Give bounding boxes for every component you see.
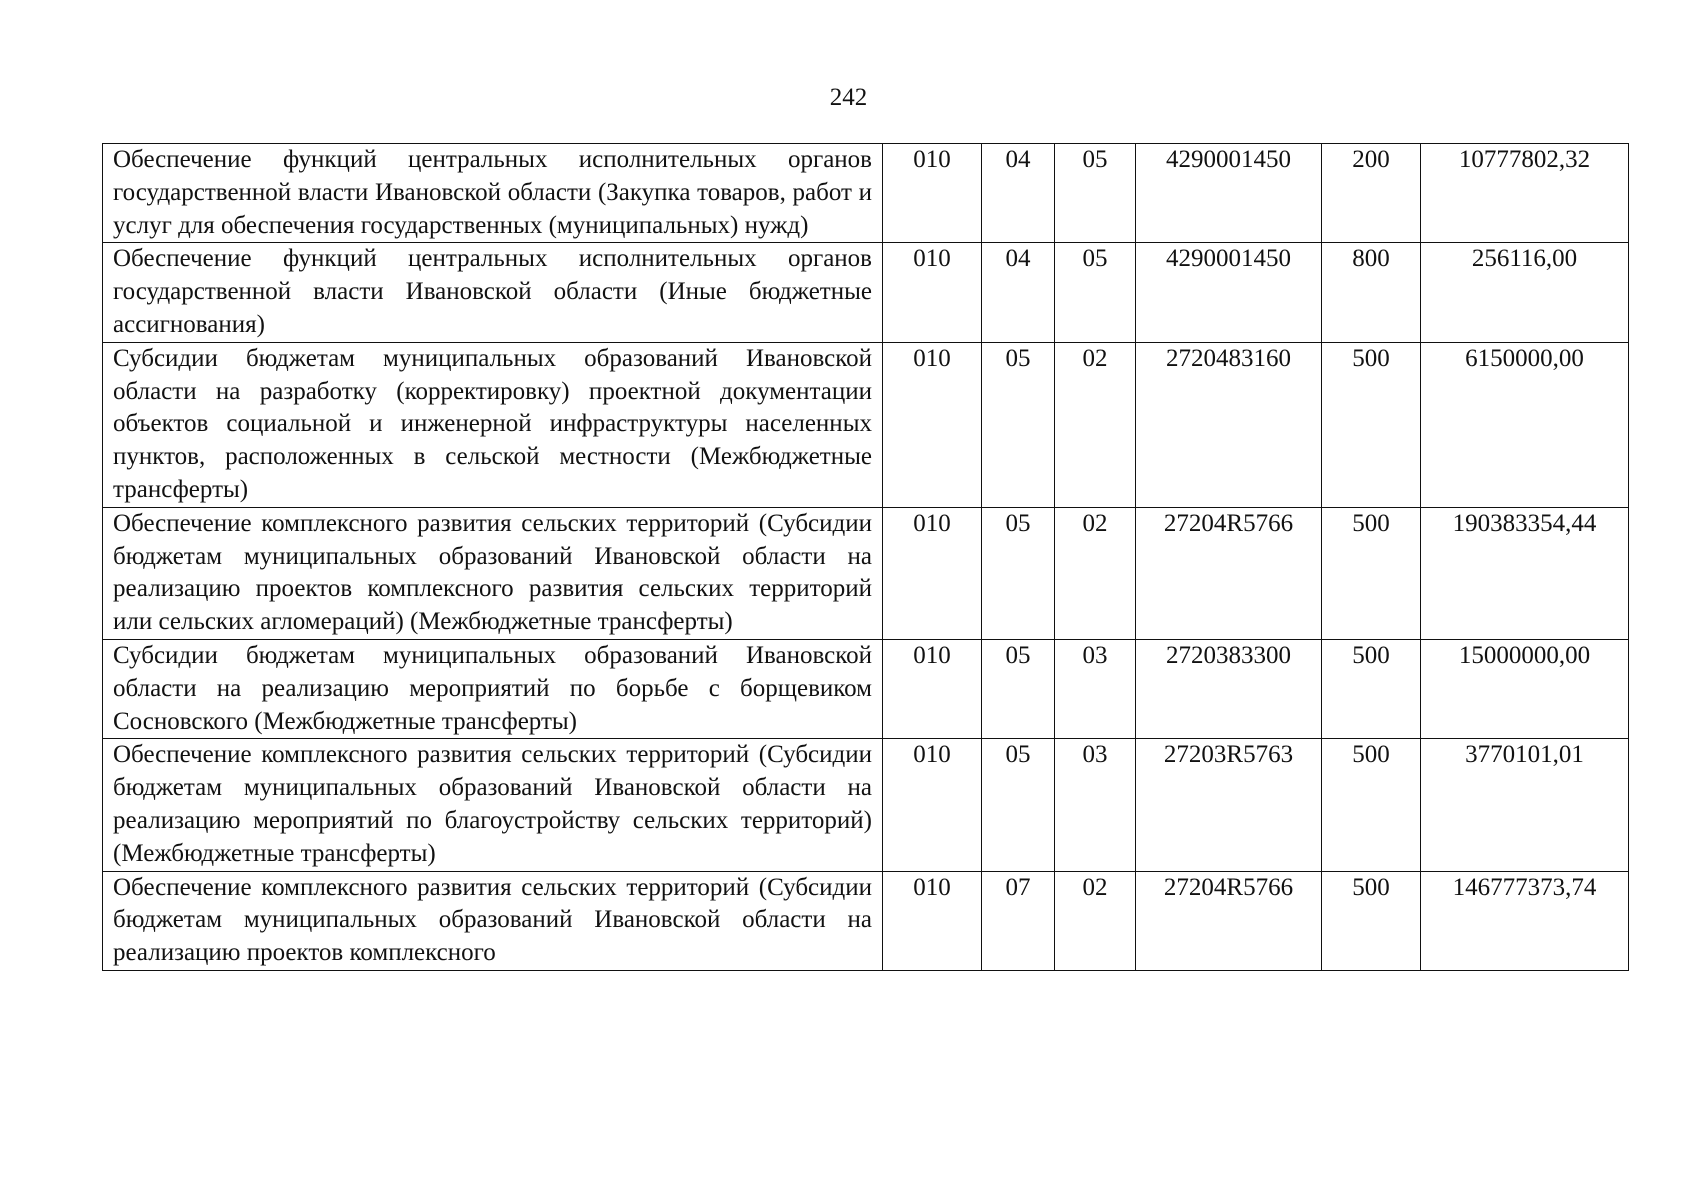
target-article-code: 27204R5766 [1136,507,1322,639]
target-article-code: 27204R5766 [1136,871,1322,970]
ministry-code: 010 [883,507,982,639]
expense-type-code: 500 [1322,739,1421,871]
section-code: 05 [982,739,1055,871]
table-row [103,342,1629,507]
section-code: 04 [982,243,1055,342]
amount-value: 146777373,74 [1421,871,1629,970]
table-row [103,507,1629,639]
target-article-code: 4290001450 [1136,243,1322,342]
subsection-code: 03 [1055,639,1136,738]
subsection-code: 03 [1055,739,1136,871]
expense-type-code: 500 [1322,507,1421,639]
table-row [103,739,1629,871]
amount-value: 256116,00 [1421,243,1629,342]
section-code: 05 [982,639,1055,738]
subsection-code: 05 [1055,144,1136,243]
expense-type-code: 500 [1322,639,1421,738]
ministry-code: 010 [883,144,982,243]
subsection-code: 02 [1055,507,1136,639]
row-description: Обеспечение комплексного развития сельских территорий (Субсидии бюджетам муниципальных образований Ивановской области на реализацию проектов комплексного [103,871,883,970]
budget-table [102,143,1629,971]
target-article-code: 2720383300 [1136,639,1322,738]
table-row [103,639,1629,738]
amount-value: 15000000,00 [1421,639,1629,738]
section-code: 07 [982,871,1055,970]
table-row [103,871,1629,970]
expense-type-code: 200 [1322,144,1421,243]
table-row [103,144,1629,243]
ministry-code: 010 [883,342,982,507]
ministry-code: 010 [883,639,982,738]
subsection-code: 05 [1055,243,1136,342]
subsection-code: 02 [1055,342,1136,507]
page-number: 242 [829,84,868,111]
target-article-code: 2720483160 [1136,342,1322,507]
amount-value: 190383354,44 [1421,507,1629,639]
amount-value: 10777802,32 [1421,144,1629,243]
target-article-code: 4290001450 [1136,144,1322,243]
row-description: Обеспечение комплексного развития сельских территорий (Субсидии бюджетам муниципальных образований Ивановской области на реализацию мероприятий по благоустройству сельских территорий) (Межбюджетные трансферты) [103,739,883,871]
amount-value: 6150000,00 [1421,342,1629,507]
table-row [103,243,1629,342]
ministry-code: 010 [883,243,982,342]
ministry-code: 010 [883,739,982,871]
ministry-code: 010 [883,871,982,970]
expense-type-code: 500 [1322,871,1421,970]
row-description: Субсидии бюджетам муниципальных образований Ивановской области на реализацию мероприятий по борьбе с борщевиком Сосновского (Межбюджетные трансферты) [103,639,883,738]
row-description: Обеспечение комплексного развития сельских территорий (Субсидии бюджетам муниципальных образований Ивановской области на реализацию проектов комплексного развития сельских территорий или сельских агломераций) (Межбюджетные трансферты) [103,507,883,639]
section-code: 04 [982,144,1055,243]
row-description: Обеспечение функций центральных исполнительных органов государственной власти Ивановской области (Закупка товаров, работ и услуг для обеспечения государственных (муниципальных) нужд) [103,144,883,243]
section-code: 05 [982,342,1055,507]
row-description: Субсидии бюджетам муниципальных образований Ивановской области на разработку (корректировку) проектной документации объектов социальной и инженерной инфраструктуры населенных пунктов, расположенных в сельской местности (Межбюджетные трансферты) [103,342,883,507]
amount-value: 3770101,01 [1421,739,1629,871]
section-code: 05 [982,507,1055,639]
row-description: Обеспечение функций центральных исполнительных органов государственной власти Ивановской области (Иные бюджетные ассигнования) [103,243,883,342]
expense-type-code: 500 [1322,342,1421,507]
expense-type-code: 800 [1322,243,1421,342]
target-article-code: 27203R5763 [1136,739,1322,871]
subsection-code: 02 [1055,871,1136,970]
